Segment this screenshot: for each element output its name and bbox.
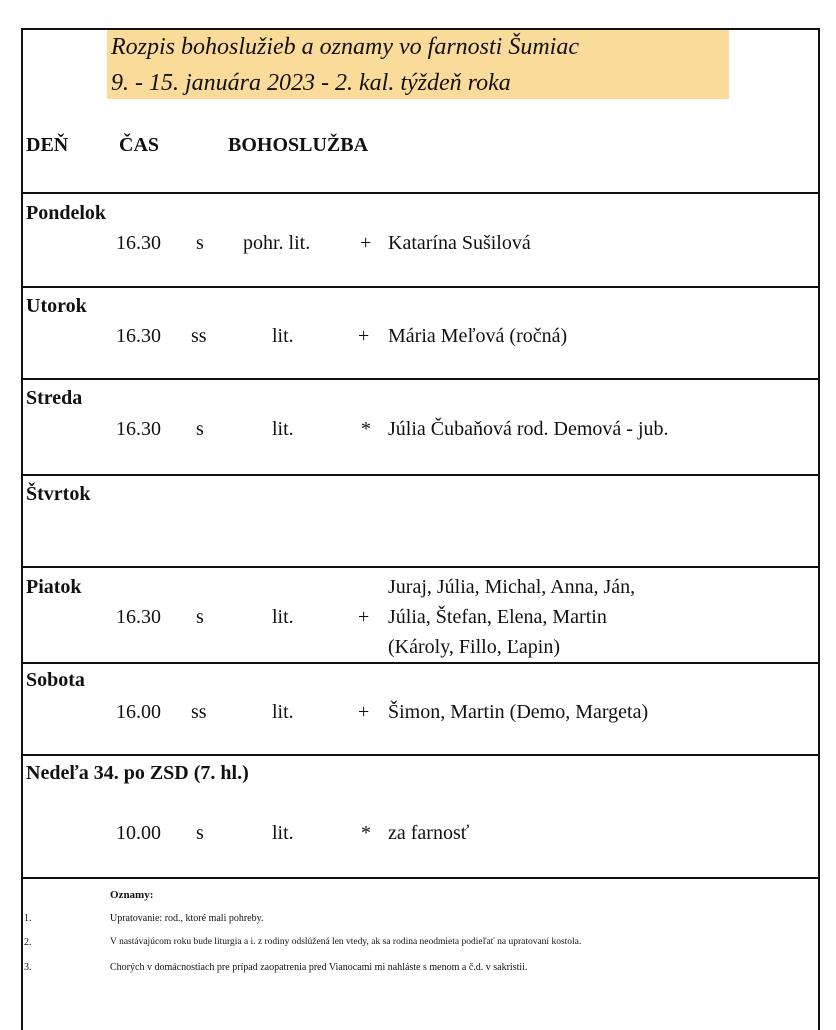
- notice-text: Chorých v domácnostiach pre prípad zaopatrenia pred Vianocami mi nahláste s menom a č.d. v sakristii.: [110, 962, 528, 973]
- day-label: Piatok: [26, 576, 82, 598]
- notice-number: 1.: [24, 913, 32, 924]
- divider: [21, 566, 818, 568]
- liturgy-label: pohr. lit.: [243, 232, 311, 254]
- liturgy-label: lit.: [272, 701, 294, 723]
- intent-mark: +: [358, 606, 370, 628]
- document-subtitle: 9. - 15. januára 2023 - 2. kal. týždeň roka: [111, 70, 511, 96]
- column-header-service: BOHOSLUŽBA: [228, 134, 369, 156]
- service-type: ss: [191, 325, 207, 347]
- liturgy-label: lit.: [272, 325, 294, 347]
- service-time: 16.30: [116, 325, 161, 347]
- service-type: s: [196, 418, 204, 440]
- service-time: 10.00: [116, 822, 161, 844]
- notice-text: Upratovanie: rod., ktoré mali pohreby.: [110, 913, 264, 924]
- intent-text: Júlia Čubaňová rod. Demová - jub.: [388, 418, 669, 440]
- day-label: Štvrtok: [26, 483, 91, 505]
- day-label: Nedeľa 34. po ZSD (7. hl.): [26, 762, 249, 784]
- service-time: 16.30: [116, 418, 161, 440]
- day-label: Sobota: [26, 669, 85, 691]
- service-type: s: [196, 822, 204, 844]
- service-type: ss: [191, 701, 207, 723]
- day-label: Streda: [26, 387, 83, 409]
- service-type: s: [196, 232, 204, 254]
- notices-title: Oznamy:: [110, 889, 154, 901]
- column-header-day: DEŇ: [26, 134, 69, 156]
- intent-mark: *: [361, 822, 371, 844]
- intent-mark: +: [360, 232, 372, 254]
- divider: [21, 378, 818, 380]
- notice-number: 2.: [24, 937, 32, 948]
- notice-number: 3.: [24, 962, 32, 973]
- intent-text: za farnosť: [388, 822, 470, 844]
- service-type: s: [196, 606, 204, 628]
- service-time: 16.30: [116, 606, 161, 628]
- document-title: Rozpis bohoslužieb a oznamy vo farnosti Šumiac: [111, 34, 579, 60]
- divider: [21, 474, 818, 476]
- intent-mark: +: [358, 701, 370, 723]
- service-time: 16.00: [116, 701, 161, 723]
- divider: [21, 754, 818, 756]
- liturgy-label: lit.: [272, 822, 294, 844]
- divider: [21, 662, 818, 664]
- notice-text: V nastávajúcom roku bude liturgia a i. z rodiny odslúžená len vtedy, ak sa rodina neodmieta podieľať na upratovaní kostola.: [110, 937, 582, 947]
- liturgy-label: lit.: [272, 418, 294, 440]
- intent-text: Mária Meľová (ročná): [388, 325, 568, 347]
- intent-text: Katarína Sušilová: [388, 232, 531, 254]
- divider: [21, 286, 818, 288]
- divider: [21, 877, 818, 879]
- intent-text: Juraj, Júlia, Michal, Anna, Ján, Júlia, Štefan, Elena, Martin (Károly, Fillo, Ľapin): [388, 576, 636, 658]
- liturgy-label: lit.: [272, 606, 294, 628]
- intent-text: Šimon, Martin (Demo, Margeta): [388, 701, 649, 723]
- day-label: Utorok: [26, 295, 87, 317]
- document-frame: [21, 28, 820, 1030]
- day-label: Pondelok: [26, 202, 107, 224]
- intent-mark: *: [361, 418, 371, 440]
- intent-mark: +: [358, 325, 370, 347]
- column-header-time: ČAS: [119, 134, 160, 156]
- service-time: 16.30: [116, 232, 161, 254]
- divider: [21, 192, 818, 194]
